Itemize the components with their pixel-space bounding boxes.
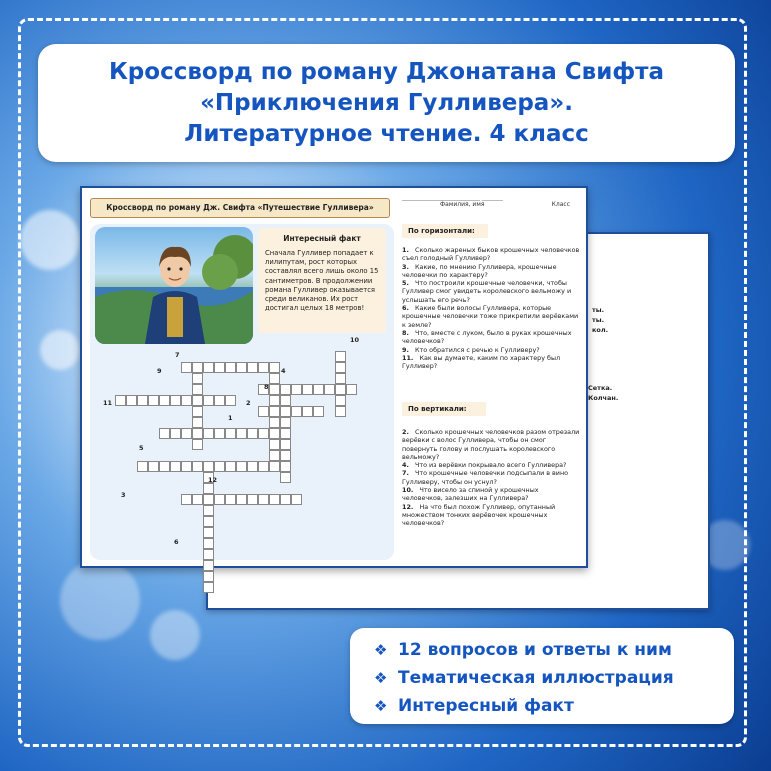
- fact-text: Сначала Гулливер попадает к лилипутам, рост которых составлял всего лишь около 15 сантиметров. В продолжении романа Гулливер оказывается среди великанов. Их рост достигал целых 18 метров!: [265, 249, 379, 313]
- crossword-cell: [203, 571, 214, 582]
- crossword-cell: [225, 461, 236, 472]
- crossword-cell: [258, 362, 269, 373]
- crossword-cell: [335, 362, 346, 373]
- crossword-cell: [335, 406, 346, 417]
- answer-word: Сетка.: [588, 384, 613, 392]
- features-box: [350, 628, 734, 724]
- crossword-cell: [214, 362, 225, 373]
- crossword-cell: [335, 351, 346, 362]
- grid-number: 8: [264, 383, 269, 391]
- crossword-cell: [214, 428, 225, 439]
- feature-item: [374, 636, 734, 664]
- crossword-cell: [291, 406, 302, 417]
- crossword-cell: [236, 428, 247, 439]
- crossword-cell: [148, 395, 159, 406]
- question-item: 2. Сколько крошечных человечков разом отрезали верёвки с волос Гулливера, чтобы он смог повернуть голову и послушать королевского вельможу?: [402, 428, 580, 461]
- crossword-cell: [203, 538, 214, 549]
- crossword-cell: [313, 384, 324, 395]
- crossword-cell: [225, 395, 236, 406]
- grid-number: 6: [174, 538, 179, 546]
- crossword-cell: [280, 450, 291, 461]
- answer-word: кол.: [592, 326, 609, 334]
- crossword-cell: [192, 373, 203, 384]
- question-item: 10. Что висело за спиной у крошечных человечков, залезших на Гулливера?: [402, 486, 539, 503]
- feature-item: [374, 664, 734, 692]
- interesting-fact-box: [258, 228, 386, 333]
- crossword-cell: [192, 395, 203, 406]
- answer-word: Колчан.: [588, 394, 619, 402]
- crossword-cell: [269, 362, 280, 373]
- class-label: Класс: [551, 201, 570, 208]
- crossword-cell: [203, 362, 214, 373]
- grid-number: 3: [121, 491, 126, 499]
- crossword-cell: [258, 406, 269, 417]
- crossword-cell: [181, 494, 192, 505]
- vertical-header: По вертикали:: [402, 402, 486, 416]
- crossword-cell: [258, 494, 269, 505]
- horizontal-questions: [402, 246, 580, 370]
- crossword-cell: [335, 384, 346, 395]
- title-box: [38, 44, 735, 162]
- crossword-cell: [192, 494, 203, 505]
- crossword-cell: [192, 417, 203, 428]
- crossword-cell: [225, 428, 236, 439]
- crossword-cell: [258, 461, 269, 472]
- crossword-cell: [192, 428, 203, 439]
- grid-number: 7: [175, 351, 180, 359]
- crossword-cell: [203, 483, 214, 494]
- crossword-cell: [181, 428, 192, 439]
- crossword-cell: [280, 395, 291, 406]
- question-item: 11. Как вы думаете, каким по характеру был Гулливер?: [402, 353, 561, 371]
- feature-text: 12 вопросов и ответы к ним: [398, 640, 672, 660]
- vertical-questions: [402, 428, 580, 528]
- crossword-cell: [247, 494, 258, 505]
- crossword-cell: [280, 406, 291, 417]
- crossword-sheet-preview: [80, 186, 588, 568]
- crossword-cell: [291, 494, 302, 505]
- crossword-cell: [214, 461, 225, 472]
- name-label: Фамилия, имя: [440, 201, 485, 208]
- crossword-cell: [203, 461, 214, 472]
- question-item: 9. Кто обратился с речью к Гулливеру?: [402, 345, 540, 354]
- crossword-cell: [203, 516, 214, 527]
- crossword-cell: [280, 472, 291, 483]
- diamond-bullet-icon: ❖: [374, 641, 388, 659]
- crossword-cell: [137, 395, 148, 406]
- crossword-cell: [302, 406, 313, 417]
- crossword-cell: [247, 362, 258, 373]
- crossword-cell: [192, 406, 203, 417]
- crossword-cell: [280, 494, 291, 505]
- crossword-cell: [148, 461, 159, 472]
- crossword-cell: [280, 461, 291, 472]
- crossword-cell: [181, 395, 192, 406]
- crossword-cell: [203, 505, 214, 516]
- crossword-cell: [269, 373, 280, 384]
- grid-number: 4: [281, 367, 286, 375]
- crossword-cell: [335, 395, 346, 406]
- crossword-cell: [203, 494, 214, 505]
- crossword-cell: [269, 406, 280, 417]
- fact-title: Интересный факт: [283, 234, 361, 243]
- question-item: 6. Какие были волосы Гулливера, которые крошечные человечки тоже прикрепили верёвками к земле?: [402, 304, 579, 329]
- crossword-cell: [192, 384, 203, 395]
- question-item: 4. Что из верёвки покрывало всего Гулливера?: [402, 461, 567, 470]
- crossword-cell: [269, 395, 280, 406]
- crossword-cell: [280, 428, 291, 439]
- grid-number: 12: [208, 476, 218, 484]
- grid-number: 11: [103, 399, 113, 407]
- crossword-cell: [269, 461, 280, 472]
- question-item: 1. Сколько жареных быков крошечных человечков съел голодный Гулливер?: [402, 246, 580, 263]
- crossword-cell: [269, 428, 280, 439]
- crossword-cell: [192, 439, 203, 450]
- crossword-cell: [170, 428, 181, 439]
- question-item: 7. Что крошечные человечки подсыпали в вино Гулливеру, чтобы он уснул?: [402, 469, 569, 486]
- crossword-cell: [247, 461, 258, 472]
- name-line: __________________________ _______: [402, 194, 503, 201]
- crossword-cell: [170, 461, 181, 472]
- crossword-cell: [291, 384, 302, 395]
- question-item: 12. На что был похож Гулливер, опутанный множеством тонких верёвочек крошечных человечков?: [402, 502, 556, 528]
- crossword-cell: [269, 417, 280, 428]
- crossword-cell: [203, 549, 214, 560]
- grid-number: 5: [139, 444, 144, 452]
- crossword-cell: [236, 494, 247, 505]
- answer-word: ты.: [592, 316, 605, 324]
- crossword-cell: [203, 527, 214, 538]
- crossword-cell: [181, 461, 192, 472]
- crossword-cell: [126, 395, 137, 406]
- crossword-cell: [115, 395, 126, 406]
- crossword-cell: [203, 395, 214, 406]
- crossword-cell: [236, 362, 247, 373]
- crossword-cell: [214, 395, 225, 406]
- crossword-cell: [203, 560, 214, 571]
- crossword-cell: [280, 417, 291, 428]
- question-item: 3. Какие, по мнению Гулливера, крошечные человечки по характеру?: [402, 262, 557, 279]
- crossword-cell: [170, 395, 181, 406]
- crossword-cell: [203, 428, 214, 439]
- crossword-cell: [192, 362, 203, 373]
- crossword-cell: [335, 373, 346, 384]
- gulliver-illustration: [95, 227, 253, 344]
- crossword-cell: [269, 439, 280, 450]
- crossword-cell: [192, 461, 203, 472]
- answer-word: ты.: [592, 306, 605, 314]
- crossword-cell: [324, 384, 335, 395]
- crossword-cell: [225, 362, 236, 373]
- feature-text: Тематическая иллюстрация: [398, 668, 674, 688]
- crossword-cell: [280, 439, 291, 450]
- grid-number: 10: [350, 336, 360, 344]
- crossword-cell: [225, 494, 236, 505]
- crossword-cell: [203, 582, 214, 593]
- crossword-cell: [236, 461, 247, 472]
- crossword-cell: [302, 384, 313, 395]
- crossword-cell: [137, 461, 148, 472]
- grid-number: 2: [246, 399, 251, 407]
- feature-text: Интересный факт: [398, 696, 574, 716]
- crossword-cell: [269, 384, 280, 395]
- sheet-header: Кроссворд по роману Дж. Свифта «Путешествие Гулливера»: [90, 198, 390, 218]
- crossword-cell: [159, 428, 170, 439]
- crossword-cell: [346, 384, 357, 395]
- horizontal-header: По горизонтали:: [402, 224, 488, 238]
- crossword-cell: [181, 362, 192, 373]
- feature-item: [374, 692, 734, 720]
- crossword-cell: [313, 406, 324, 417]
- title-line-1: Кроссворд по роману Джонатана Свифта: [109, 58, 664, 85]
- diamond-bullet-icon: ❖: [374, 669, 388, 687]
- crossword-cell: [159, 395, 170, 406]
- grid-number: 9: [157, 367, 162, 375]
- crossword-cell: [258, 428, 269, 439]
- name-field: [402, 194, 580, 208]
- crossword-cell: [280, 384, 291, 395]
- crossword-cell: [269, 494, 280, 505]
- crossword-cell: [159, 461, 170, 472]
- diamond-bullet-icon: ❖: [374, 697, 388, 715]
- title-line-3: Литературное чтение. 4 класс: [184, 120, 589, 147]
- crossword-cell: [214, 494, 225, 505]
- question-item: 8. Что, вместе с луком, было в руках крошечных человечков?: [402, 328, 572, 346]
- grid-number: 1: [228, 414, 233, 422]
- crossword-cell: [247, 428, 258, 439]
- crossword-cell: [269, 450, 280, 461]
- title-line-2: «Приключения Гулливера».: [200, 89, 573, 116]
- question-item: 5. Что построили крошечные человечки, чтобы Гулливер смог увидеть королевского вельможу и услышать его речь?: [402, 279, 572, 304]
